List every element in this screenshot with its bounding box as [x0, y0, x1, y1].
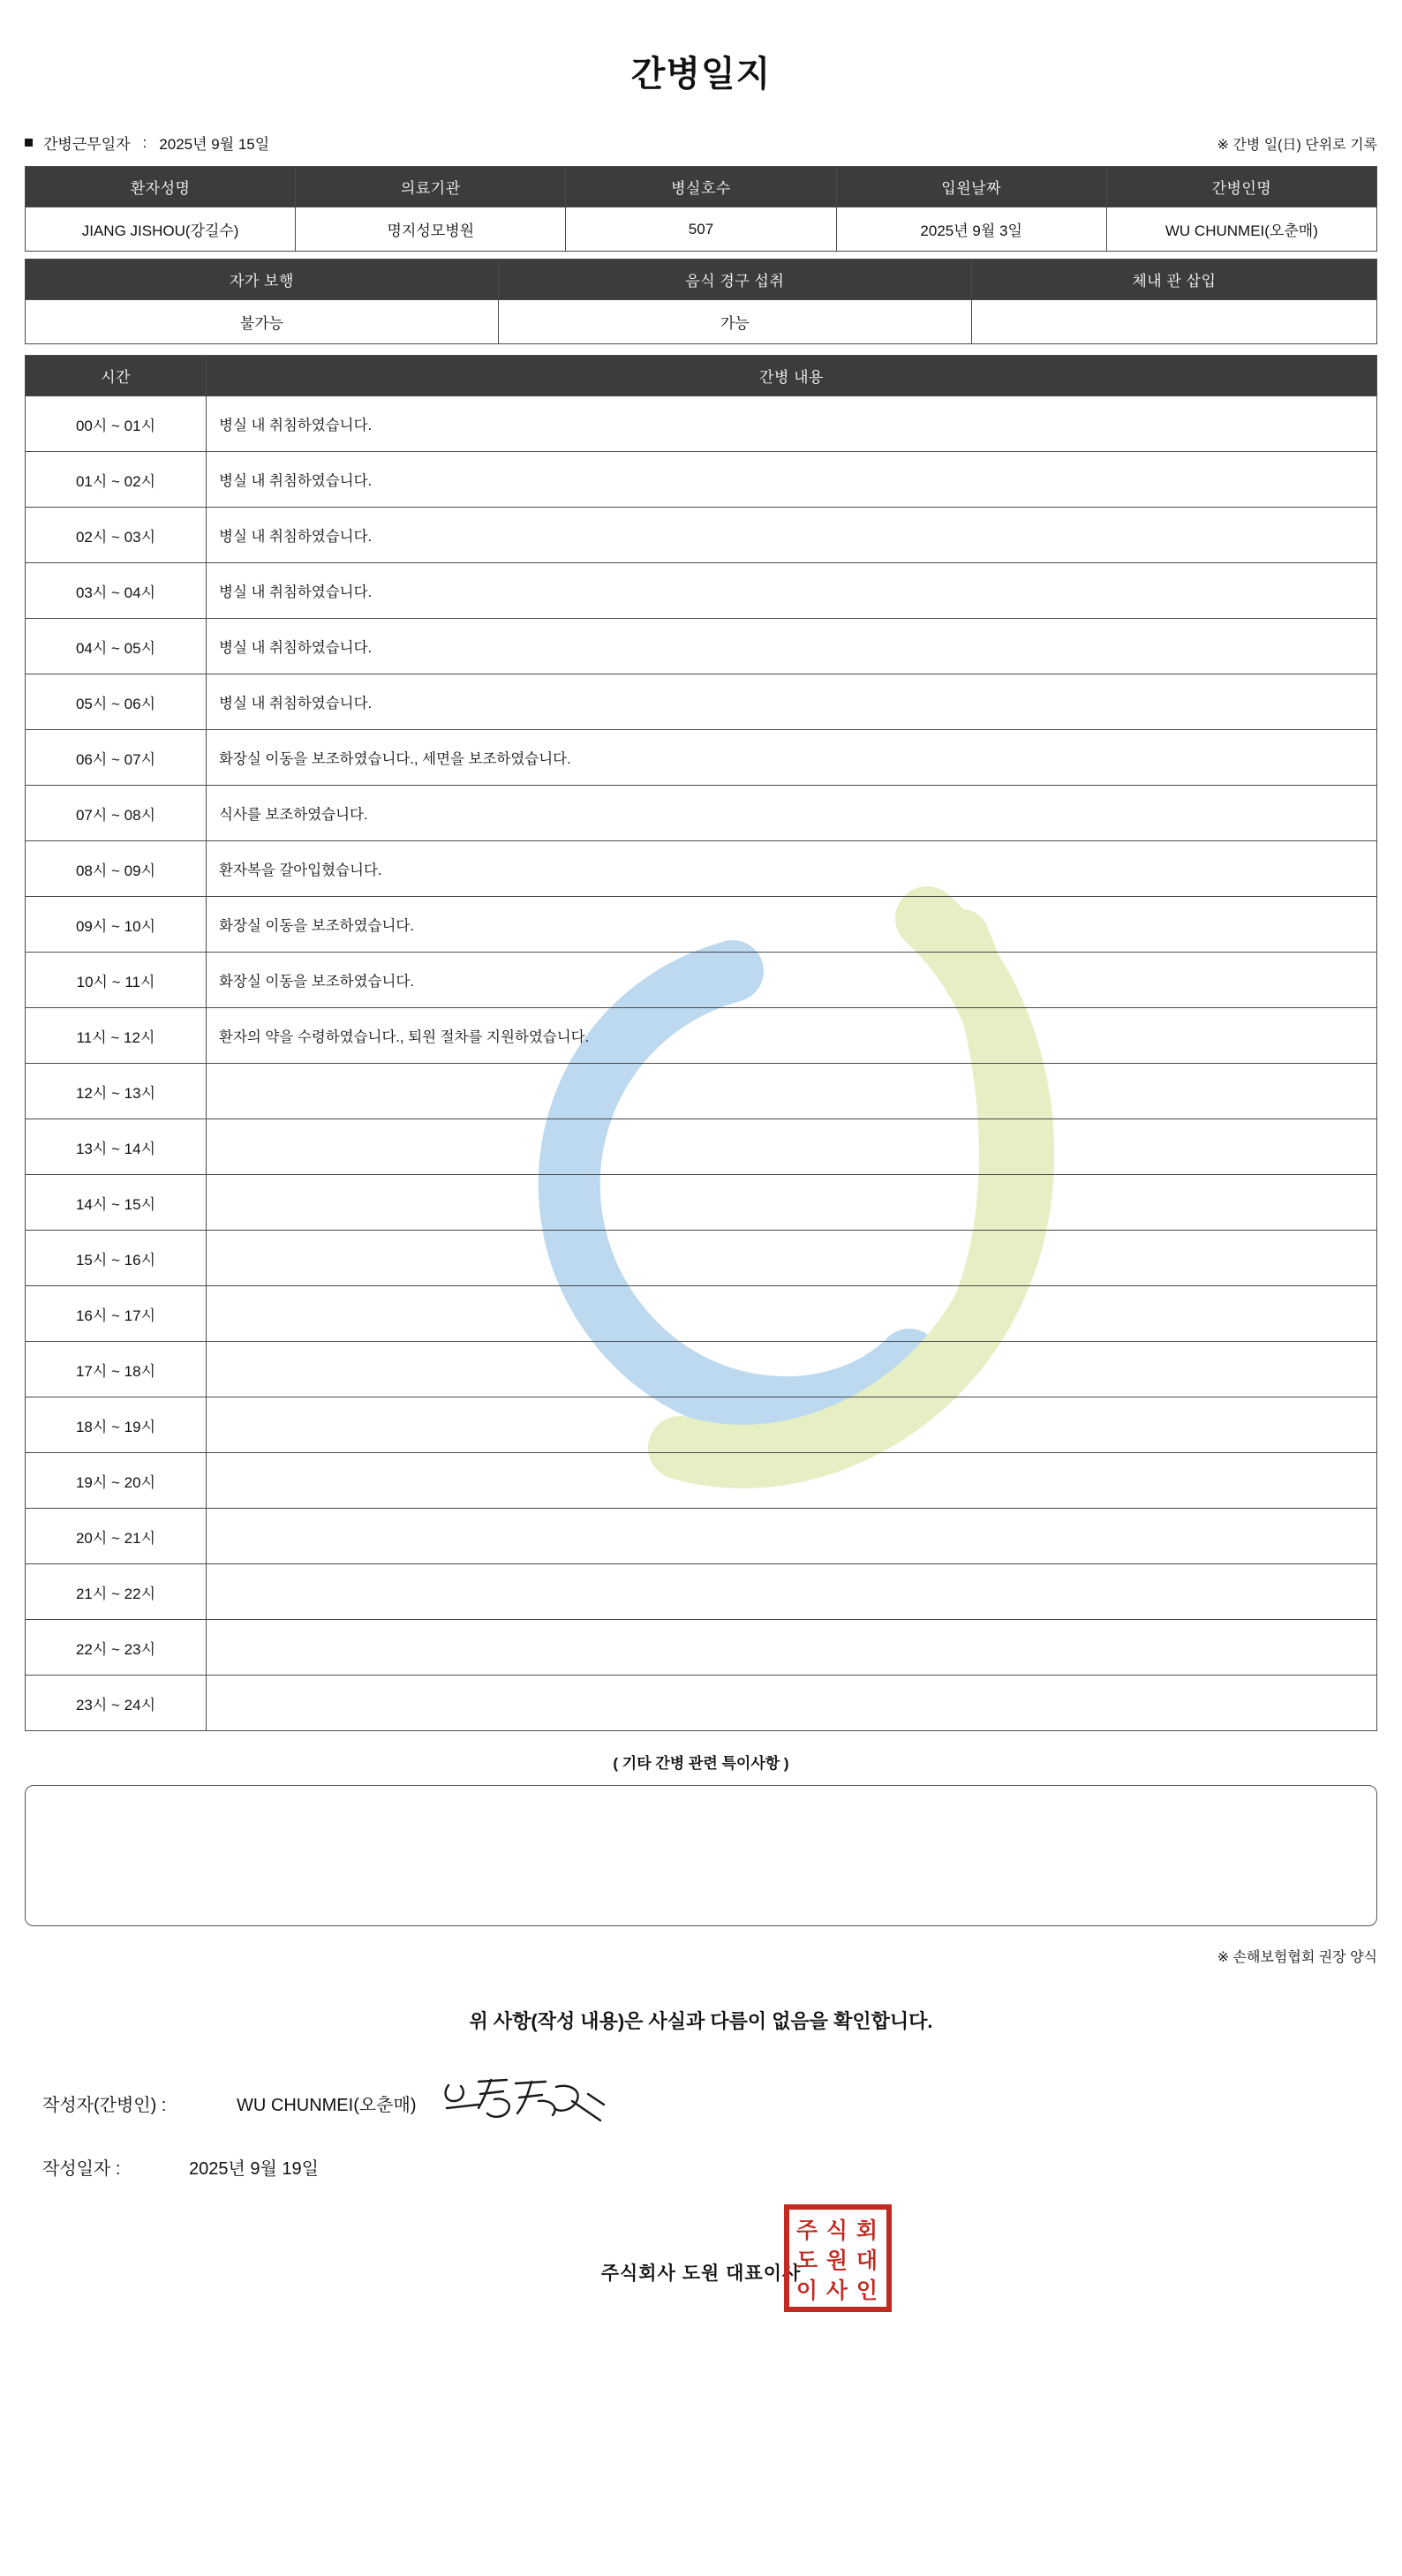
condition-value-tube-insertion — [971, 300, 1376, 344]
table-row — [26, 508, 1377, 563]
hour-content-cell[interactable]: 화장실 이동을 보조하였습니다. — [207, 953, 1377, 1008]
condition-table — [25, 259, 1377, 344]
hourly-log-table — [25, 355, 1377, 1731]
svg-text:식: 식 — [825, 2218, 848, 2243]
hours-header-content: 간병 내용 — [207, 356, 1377, 396]
hour-time-cell: 15시 ~ 16시 — [26, 1231, 207, 1286]
hour-content-cell[interactable] — [207, 1620, 1377, 1676]
hour-content-cell[interactable] — [207, 1397, 1377, 1453]
condition-header-tube-insertion: 체내 관 삽입 — [971, 260, 1376, 300]
hour-time-cell: 02시 ~ 03시 — [26, 508, 207, 563]
hour-time-cell: 17시 ~ 18시 — [26, 1342, 207, 1397]
patient-header-room: 병실호수 — [566, 167, 836, 207]
hour-content-cell[interactable]: 환자복을 갈아입혔습니다. — [207, 841, 1377, 897]
company-name: 주식회사 도원 대표이사 — [600, 2263, 802, 2284]
table-row — [26, 1453, 1377, 1509]
hour-content-cell[interactable]: 화장실 이동을 보조하였습니다., 세면을 보조하였습니다. — [207, 730, 1377, 786]
hour-content-cell[interactable] — [207, 1564, 1377, 1620]
hour-content-cell[interactable]: 환자의 약을 수령하였습니다., 퇴원 절차를 지원하였습니다. — [207, 1008, 1377, 1064]
hour-time-cell: 03시 ~ 04시 — [26, 563, 207, 619]
hour-content-cell[interactable] — [207, 1175, 1377, 1231]
notes-box[interactable] — [25, 1785, 1377, 1926]
patient-value-admission-date: 2025년 9월 3일 — [836, 207, 1106, 252]
work-date-value: 2025년 9월 15일 — [159, 136, 270, 153]
hour-time-cell: 20시 ~ 21시 — [26, 1509, 207, 1564]
table-row — [26, 1342, 1377, 1397]
table-row — [26, 396, 1377, 452]
svg-text:도: 도 — [795, 2248, 818, 2273]
table-row — [26, 619, 1377, 674]
hour-time-cell: 19시 ~ 20시 — [26, 1453, 207, 1509]
table-row — [26, 1397, 1377, 1453]
company-row — [25, 2180, 1377, 2321]
hour-time-cell: 11시 ~ 12시 — [26, 1008, 207, 1064]
author-label: 작성자(간병인) : — [42, 2095, 167, 2115]
table-row — [26, 786, 1377, 841]
svg-text:이: 이 — [795, 2278, 818, 2303]
table-row — [26, 356, 1377, 396]
hourly-log-body — [26, 396, 1377, 1731]
patient-header-admission-date: 입원날짜 — [836, 167, 1106, 207]
hour-time-cell: 00시 ~ 01시 — [26, 396, 207, 452]
hour-content-cell[interactable] — [207, 1509, 1377, 1564]
square-bullet-icon — [25, 139, 33, 147]
table-row — [26, 563, 1377, 619]
hour-content-cell[interactable]: 병실 내 취침하였습니다. — [207, 508, 1377, 563]
date-value: 2025년 9월 19일 — [189, 2159, 319, 2179]
table-row — [26, 953, 1377, 1008]
patient-value-name: JIANG JISHOU(강길수) — [26, 207, 296, 252]
form-source-note: ※ 손해보험협회 권장 양식 — [1217, 1950, 1377, 1965]
hour-content-cell[interactable]: 병실 내 취침하였습니다. — [207, 563, 1377, 619]
date-row — [25, 2131, 1377, 2180]
hour-time-cell: 22시 ~ 23시 — [26, 1620, 207, 1676]
patient-value-hospital: 명지성모병원 — [296, 207, 566, 252]
hours-header-time: 시간 — [26, 356, 207, 396]
hour-time-cell: 05시 ~ 06시 — [26, 674, 207, 730]
svg-text:원: 원 — [825, 2248, 848, 2273]
svg-text:회: 회 — [856, 2218, 878, 2243]
hour-content-cell[interactable] — [207, 1676, 1377, 1731]
hour-time-cell: 06시 ~ 07시 — [26, 730, 207, 786]
work-date-separator: : — [142, 133, 147, 151]
hour-time-cell: 07시 ~ 08시 — [26, 786, 207, 841]
table-row — [26, 1064, 1377, 1119]
patient-info-table — [25, 166, 1377, 252]
table-row — [26, 897, 1377, 953]
hour-content-cell[interactable]: 병실 내 취침하였습니다. — [207, 452, 1377, 508]
table-row — [26, 260, 1377, 300]
hour-time-cell: 04시 ~ 05시 — [26, 619, 207, 674]
hour-content-cell[interactable] — [207, 1453, 1377, 1509]
hour-time-cell: 01시 ~ 02시 — [26, 452, 207, 508]
meta-row — [25, 105, 1377, 166]
table-row — [26, 167, 1377, 207]
confirmation-statement: 위 사항(작성 내용)은 사실과 다름이 없음을 확인합니다. — [469, 2010, 933, 2032]
patient-header-name: 환자성명 — [26, 167, 296, 207]
svg-text:사: 사 — [825, 2278, 848, 2303]
svg-text:인: 인 — [856, 2278, 878, 2303]
table-row — [26, 1175, 1377, 1231]
hour-time-cell: 18시 ~ 19시 — [26, 1397, 207, 1453]
author-value: WU CHUNMEI(오춘매) — [237, 2095, 417, 2115]
condition-value-walking: 불가능 — [26, 300, 499, 344]
handwritten-signature — [440, 2075, 616, 2131]
work-date-label: 간병근무일자 — [43, 136, 131, 153]
table-row — [26, 452, 1377, 508]
table-row — [26, 1676, 1377, 1731]
table-row — [26, 1564, 1377, 1620]
table-row — [26, 1231, 1377, 1286]
hour-content-cell[interactable]: 병실 내 취침하였습니다. — [207, 619, 1377, 674]
condition-header-oral-intake: 음식 경구 섭취 — [498, 260, 971, 300]
hour-time-cell: 14시 ~ 15시 — [26, 1175, 207, 1231]
hour-time-cell: 23시 ~ 24시 — [26, 1676, 207, 1731]
hour-time-cell: 16시 ~ 17시 — [26, 1286, 207, 1342]
patient-value-caregiver: WU CHUNMEI(오춘매) — [1106, 207, 1376, 252]
company-seal-stamp — [784, 2204, 892, 2312]
hour-content-cell[interactable] — [207, 1064, 1377, 1119]
hour-time-cell: 09시 ~ 10시 — [26, 897, 207, 953]
table-row — [26, 1620, 1377, 1676]
hour-content-cell[interactable] — [207, 1342, 1377, 1397]
hour-time-cell: 12시 ~ 13시 — [26, 1064, 207, 1119]
hour-content-cell[interactable]: 병실 내 취침하였습니다. — [207, 396, 1377, 452]
unit-note: ※ 간병 일(日) 단위로 기록 — [1217, 138, 1377, 153]
svg-text:주: 주 — [795, 2218, 818, 2243]
table-row — [26, 730, 1377, 786]
hour-time-cell: 08시 ~ 09시 — [26, 841, 207, 897]
condition-header-walking: 자가 보행 — [26, 260, 499, 300]
author-row — [25, 2060, 1377, 2131]
table-row — [26, 1119, 1377, 1175]
table-row — [26, 674, 1377, 730]
table-row — [26, 1008, 1377, 1064]
work-date-group — [25, 132, 269, 154]
hour-time-cell: 21시 ~ 22시 — [26, 1564, 207, 1620]
hour-time-cell: 10시 ~ 11시 — [26, 953, 207, 1008]
table-row — [26, 1509, 1377, 1564]
patient-value-room: 507 — [566, 207, 836, 252]
hour-content-cell[interactable] — [207, 1286, 1377, 1342]
notes-caption: ( 기타 간병 관련 특이사항 ) — [613, 1755, 789, 1772]
svg-text:대: 대 — [856, 2248, 878, 2273]
hour-time-cell: 13시 ~ 14시 — [26, 1119, 207, 1175]
patient-header-hospital: 의료기관 — [296, 167, 566, 207]
table-row — [26, 207, 1377, 252]
hour-content-cell[interactable]: 식사를 보조하였습니다. — [207, 786, 1377, 841]
hour-content-cell[interactable]: 화장실 이동을 보조하였습니다. — [207, 897, 1377, 953]
hour-content-cell[interactable] — [207, 1231, 1377, 1286]
hour-content-cell[interactable]: 병실 내 취침하였습니다. — [207, 674, 1377, 730]
patient-header-caregiver: 간병인명 — [1106, 167, 1376, 207]
page-title: 간병일지 — [630, 55, 772, 94]
hour-content-cell[interactable] — [207, 1119, 1377, 1175]
table-row — [26, 300, 1377, 344]
condition-value-oral-intake: 가능 — [498, 300, 971, 344]
date-label: 작성일자 : — [42, 2159, 121, 2179]
table-row — [26, 841, 1377, 897]
table-row — [26, 1286, 1377, 1342]
